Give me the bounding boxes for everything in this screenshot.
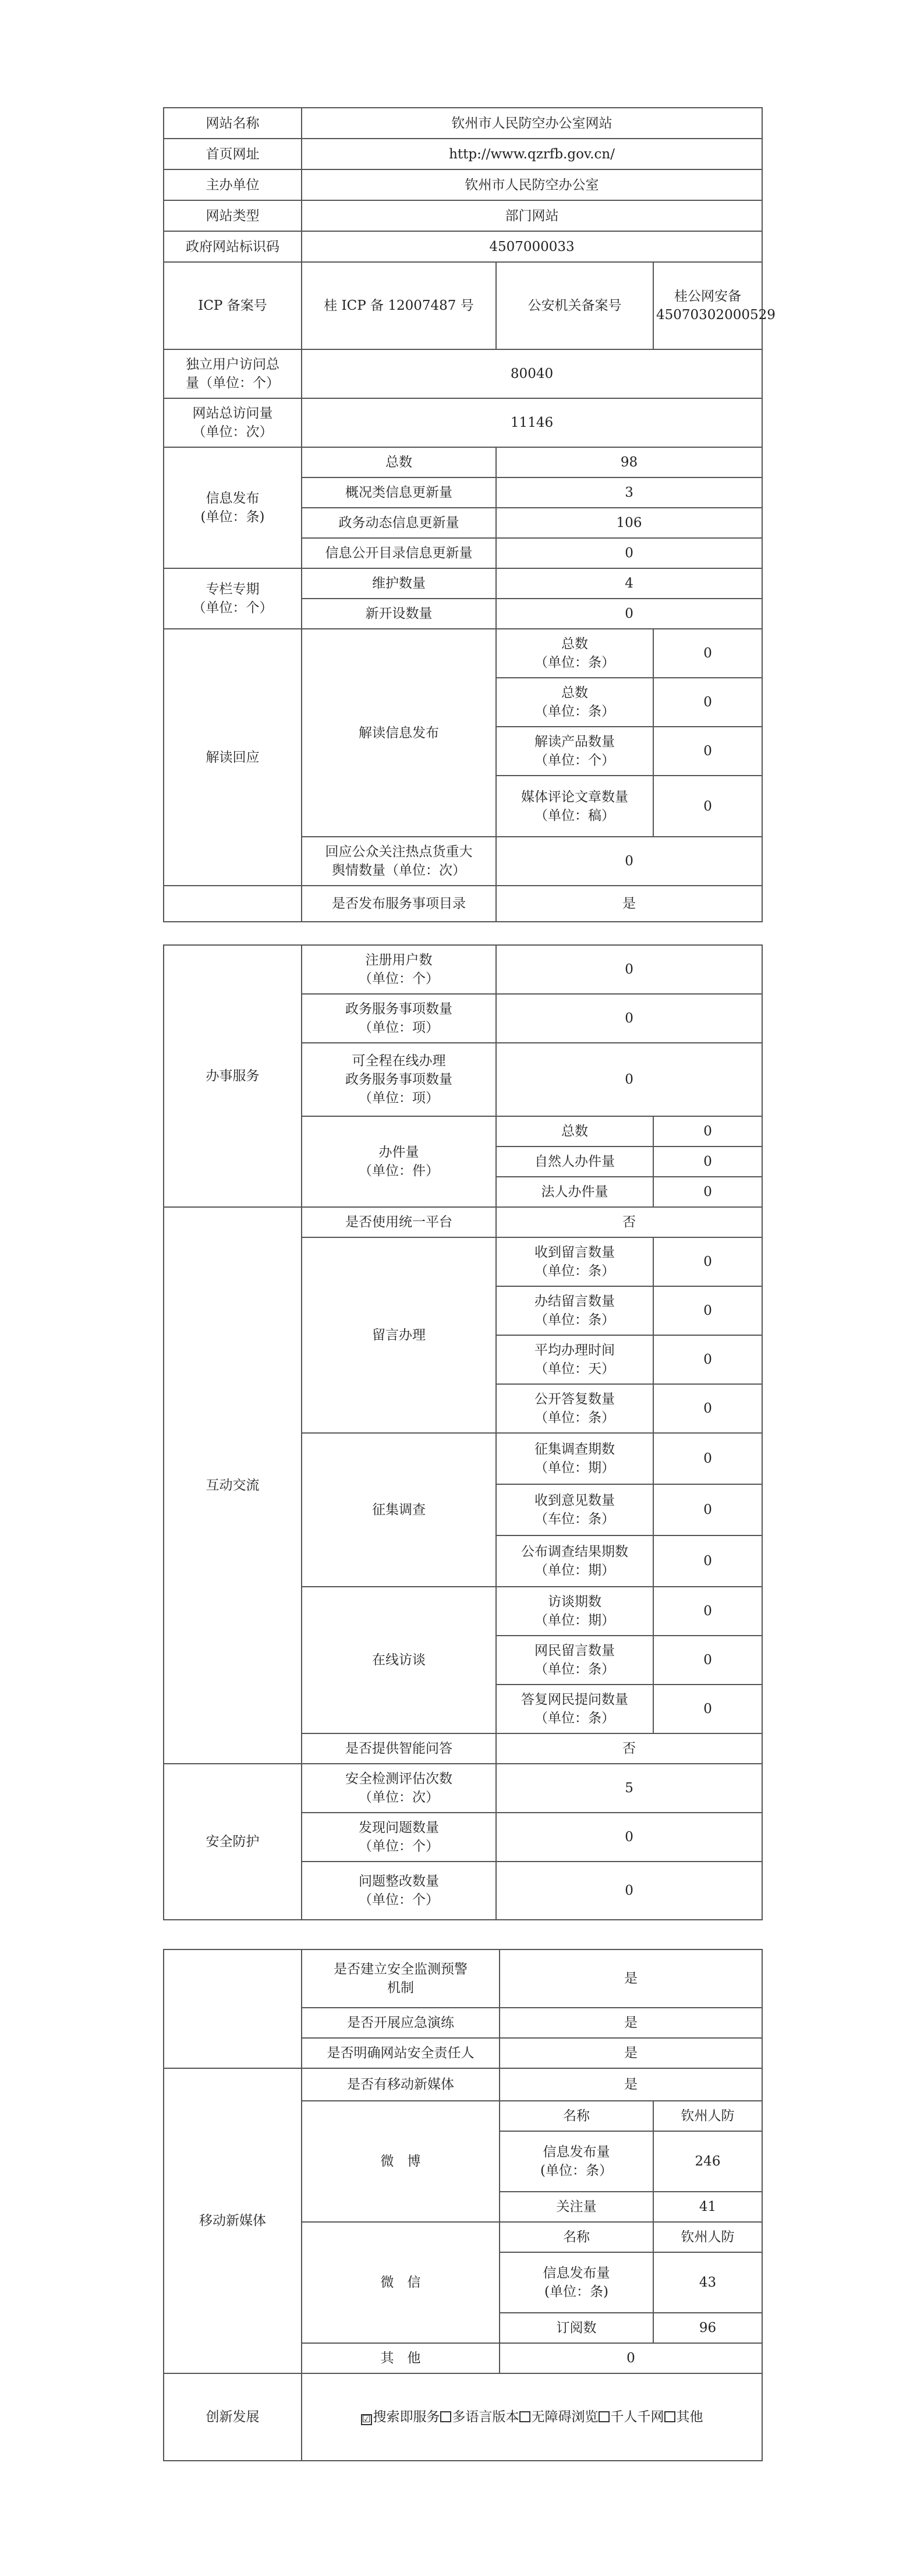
host-unit-label: 主办单位 <box>164 169 302 200</box>
icp-value: 桂 ICP 备 12007487 号 <box>302 262 496 349</box>
column-maintain-value: 4 <box>496 568 762 599</box>
wechat-subs-value: 96 <box>653 2313 762 2343</box>
handled-person-value: 0 <box>653 1147 762 1177</box>
overview-value: 3 <box>496 477 762 508</box>
handled-total-value: 0 <box>653 1116 762 1147</box>
checkbox-icon[interactable] <box>440 2411 451 2422</box>
wechat-subs-label: 订阅数 <box>500 2313 653 2343</box>
interview-label: 在线访谈 <box>302 1587 496 1733</box>
drill-value: 是 <box>500 2008 762 2038</box>
interaction-label: 互动交流 <box>164 1207 302 1764</box>
weibo-follow-label: 关注量 <box>500 2192 653 2222</box>
opinions-label: 收到意见数量 （车位：条） <box>496 1484 653 1535</box>
option-search-service[interactable] <box>361 2409 440 2425</box>
answer-value: 0 <box>653 1685 762 1733</box>
unique-visitors-value: 80040 <box>302 349 762 398</box>
home-url-label: 首页网址 <box>164 139 302 169</box>
media-comments-value: 0 <box>653 776 762 837</box>
response-label: 回应公众关注热点货重大 舆情数量（单位：次） <box>302 837 496 886</box>
answer-label: 答复网民提问数量 （单位：条） <box>496 1685 653 1733</box>
empty-cell <box>164 886 302 922</box>
wechat-name-label: 名称 <box>500 2222 653 2252</box>
smart-qa-value: 否 <box>496 1733 762 1764</box>
smart-qa-label: 是否提供智能问答 <box>302 1733 496 1764</box>
results-label: 公布调查结果期数 （单位：期） <box>496 1535 653 1587</box>
handled-legal-value: 0 <box>653 1177 762 1207</box>
wechat-posts-value: 43 <box>653 2252 762 2313</box>
public-reply-label: 公开答复数量 （单位：条） <box>496 1384 653 1433</box>
column-new-value: 0 <box>496 599 762 629</box>
netizen-msg-value: 0 <box>653 1636 762 1685</box>
gov-news-label: 政务动态信息更新量 <box>302 508 496 538</box>
service-dir-label: 是否发布服务事项目录 <box>302 886 496 922</box>
security-media-table <box>163 1949 763 2461</box>
other-media-label: 其 他 <box>302 2343 500 2373</box>
gov-site-code-label: 政府网站标识码 <box>164 231 302 262</box>
survey-periods-value: 0 <box>653 1433 762 1484</box>
netizen-msg-label: 网民留言数量 （单位：条） <box>496 1636 653 1685</box>
site-type-label: 网站类型 <box>164 200 302 231</box>
checkbox-icon[interactable] <box>664 2411 675 2422</box>
msg-done-label: 办结留言数量 （单位：条） <box>496 1286 653 1335</box>
handled-label: 办件量 （单位：件） <box>302 1116 496 1207</box>
column-new-label: 新开设数量 <box>302 599 496 629</box>
info-total-value: 98 <box>496 447 762 477</box>
sec-check-value: 5 <box>496 1764 762 1813</box>
option-label: 无障碍浏览 <box>531 2409 599 2425</box>
service-interaction-table <box>163 944 763 1920</box>
checkbox-icon[interactable] <box>519 2411 530 2422</box>
interview-periods-value: 0 <box>653 1587 762 1636</box>
interpret-label: 解读回应 <box>164 629 302 886</box>
info-release-label: 信息发布 (单位：条) <box>164 447 302 568</box>
unified-platform-value: 否 <box>496 1207 762 1237</box>
message-label: 留言办理 <box>302 1237 496 1433</box>
weibo-label: 微 博 <box>302 2101 500 2222</box>
sec-check-label: 安全检测评估次数 （单位：次） <box>302 1764 496 1813</box>
interpret-total-value: 0 <box>653 629 762 678</box>
weibo-name-label: 名称 <box>500 2101 653 2131</box>
msg-done-value: 0 <box>653 1286 762 1335</box>
unique-visitors-label: 独立用户访问总 量（单位：个） <box>164 349 302 398</box>
gov-site-code-value: 4507000033 <box>302 231 762 262</box>
has-mobile-value: 是 <box>500 2068 762 2101</box>
public-reply-value: 0 <box>653 1384 762 1433</box>
checkbox-checked-icon[interactable]: ☑ <box>362 2414 371 2425</box>
interpret-products-label: 解读产品数量 （单位：个） <box>496 727 653 776</box>
wechat-name-value: 钦州人防 <box>653 2222 762 2252</box>
weibo-posts-value: 246 <box>653 2131 762 2192</box>
wechat-label: 微 信 <box>302 2222 500 2343</box>
service-dir-value: 是 <box>496 886 762 922</box>
disclosure-value: 0 <box>496 538 762 568</box>
other-media-value: 0 <box>500 2343 762 2373</box>
msg-received-value: 0 <box>653 1237 762 1286</box>
website-annual-report-table <box>163 107 776 922</box>
option-personalized[interactable] <box>599 2409 664 2425</box>
overview-label: 概况类信息更新量 <box>302 477 496 508</box>
home-url-value: http://www.qzrfb.gov.cn/ <box>302 139 762 169</box>
issues-fixed-label: 问题整改数量 （单位：个） <box>302 1862 496 1920</box>
handled-legal-label: 法人办件量 <box>496 1177 653 1207</box>
interpret-total2-label: 总数 （单位：条） <box>496 678 653 727</box>
host-unit-value: 钦州市人民防空办公室 <box>302 169 762 200</box>
interpret-total-label: 总数 （单位：条） <box>496 629 653 678</box>
media-comments-label: 媒体评论文章数量 （单位：稿） <box>496 776 653 837</box>
disclosure-label: 信息公开目录信息更新量 <box>302 538 496 568</box>
weibo-name-value: 钦州人防 <box>653 2101 762 2131</box>
site-type-value: 部门网站 <box>302 200 762 231</box>
security-label: 安全防护 <box>164 1764 302 1920</box>
survey-label: 征集调查 <box>302 1433 496 1587</box>
interpret-total2-value: 0 <box>653 678 762 727</box>
issues-found-label: 发现问题数量 （单位：个） <box>302 1813 496 1862</box>
handled-total-label: 总数 <box>496 1116 653 1147</box>
drill-label: 是否开展应急演练 <box>302 2008 500 2038</box>
info-total-label: 总数 <box>302 447 496 477</box>
option-other[interactable] <box>664 2409 703 2425</box>
avg-time-label: 平均办理时间 （单位：天） <box>496 1335 653 1384</box>
msg-received-label: 收到留言数量 （单位：条） <box>496 1237 653 1286</box>
avg-time-value: 0 <box>653 1335 762 1384</box>
mobile-media-label: 移动新媒体 <box>164 2068 302 2373</box>
option-label: 千人千网 <box>610 2409 664 2425</box>
online-items-value: 0 <box>496 1043 762 1116</box>
wechat-posts-label: 信息发布量 (单位：条) <box>500 2252 653 2313</box>
online-items-label: 可全程在线办理 政务服务事项数量 （单位：项） <box>302 1043 496 1116</box>
responsible-label: 是否明确网站安全责任人 <box>302 2038 500 2068</box>
handled-person-label: 自然人办件量 <box>496 1147 653 1177</box>
option-multi-language[interactable] <box>440 2409 519 2425</box>
total-visits-label: 网站总访问量 （单位：次） <box>164 398 302 447</box>
option-label: 搜索即服务 <box>373 2409 440 2425</box>
interpret-products-value: 0 <box>653 727 762 776</box>
checkbox-icon[interactable] <box>599 2411 610 2422</box>
option-label: 其他 <box>676 2409 703 2425</box>
office-service-label: 办事服务 <box>164 945 302 1207</box>
issues-fixed-value: 0 <box>496 1862 762 1920</box>
interview-periods-label: 访谈期数 （单位：期） <box>496 1587 653 1636</box>
has-mobile-label: 是否有移动新媒体 <box>302 2068 500 2101</box>
weibo-posts-label: 信息发布量 (单位：条） <box>500 2131 653 2192</box>
column-label: 专栏专期 （单位：个） <box>164 568 302 629</box>
monitor-label: 是否建立安全监测预警 机制 <box>302 1949 500 2008</box>
interpret-release-label: 解读信息发布 <box>302 629 496 837</box>
total-visits-value: 11146 <box>302 398 762 447</box>
empty-cell <box>164 1949 302 2068</box>
option-accessibility[interactable] <box>519 2409 599 2425</box>
monitor-value: 是 <box>500 1949 762 2008</box>
unified-platform-label: 是否使用统一平台 <box>302 1207 496 1237</box>
column-maintain-label: 维护数量 <box>302 568 496 599</box>
innovation-label: 创新发展 <box>164 2373 302 2461</box>
service-items-label: 政务服务事项数量 （单位：项） <box>302 994 496 1043</box>
issues-found-value: 0 <box>496 1813 762 1862</box>
site-name-label: 网站名称 <box>164 108 302 139</box>
police-record-value: 桂公网安备 45070302000529 <box>653 262 762 349</box>
innovation-options <box>302 2373 762 2461</box>
registered-users-label: 注册用户数 （单位：个） <box>302 945 496 994</box>
site-name-value: 钦州市人民防空办公室网站 <box>302 108 762 139</box>
service-items-value: 0 <box>496 994 762 1043</box>
response-value: 0 <box>496 837 762 886</box>
option-label: 多语言版本 <box>452 2409 519 2425</box>
gov-news-value: 106 <box>496 508 762 538</box>
registered-users-value: 0 <box>496 945 762 994</box>
responsible-value: 是 <box>500 2038 762 2068</box>
weibo-follow-value: 41 <box>653 2192 762 2222</box>
survey-periods-label: 征集调查期数 （单位：期） <box>496 1433 653 1484</box>
police-record-label: 公安机关备案号 <box>496 262 653 349</box>
opinions-value: 0 <box>653 1484 762 1535</box>
icp-label: ICP 备案号 <box>164 262 302 349</box>
results-value: 0 <box>653 1535 762 1587</box>
